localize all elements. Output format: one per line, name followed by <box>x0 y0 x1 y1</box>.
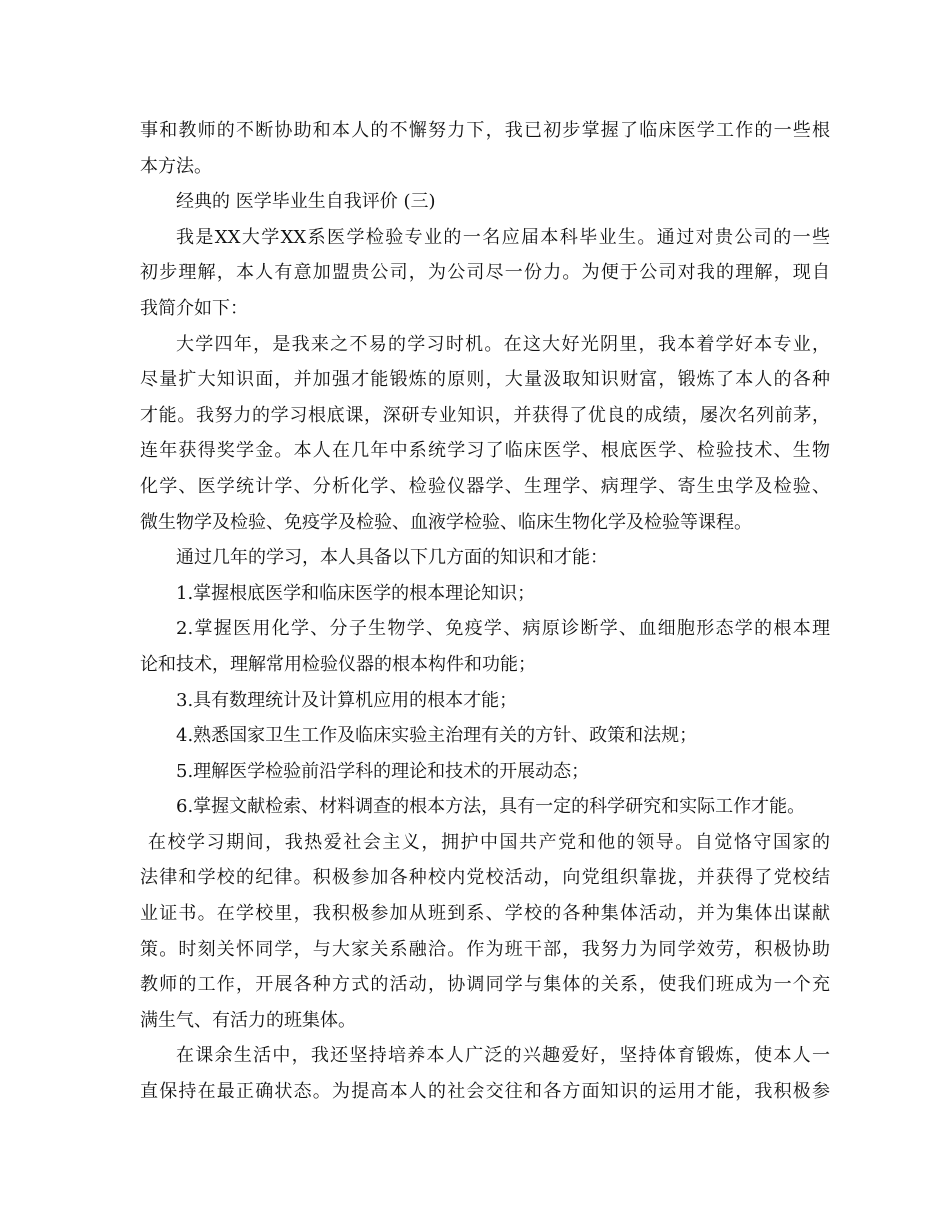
text-line: 直保持在最正确状态。为提高本人的社会交往和各方面知识的运用才能，我积极参 <box>140 1081 830 1103</box>
text-line: 本方法。 <box>140 155 212 177</box>
text-line: 我简介如下： <box>140 297 248 319</box>
document-body <box>140 113 830 1110</box>
list-item: 5.理解医学检验前沿学科的理论和技术的开展动态； <box>176 760 590 782</box>
list-item: 2.掌握医用化学、分子生物学、免疫学、病原诊断学、血细胞形态学的根本理 <box>176 618 830 640</box>
text-line: 通过几年的学习，本人具备以下几方面的知识和才能： <box>176 547 608 569</box>
text-line: 大学四年，是我来之不易的学习时机。在这大好光阴里，我本着学好本专业， <box>176 333 830 355</box>
list-item: 3.具有数理统计及计算机应用的根本才能； <box>176 689 518 711</box>
text-line: 化学、医学统计学、分析化学、检验仪器学、生理学、病理学、寄生虫学及检验、 <box>140 475 830 497</box>
text-line: 策。时刻关怀同学，与大家关系融洽。作为班干部，我努力为同学效劳，积极协助 <box>140 938 830 960</box>
text-line: 教师的工作，开展各种方式的活动，协调同学与集体的关系，使我们班成为一个充 <box>140 974 830 996</box>
text-line: 在课余生活中，我还坚持培养本人广泛的兴趣爱好，坚持体育锻炼，使本人一 <box>176 1045 830 1067</box>
text-line: 才能。我努力的学习根底课，深研专业知识，并获得了优良的成绩，屡次名列前茅， <box>140 404 830 426</box>
text-line: 论和技术，理解常用检验仪器的根本构件和功能； <box>140 653 536 675</box>
text-line: 我是XX大学XX系医学检验专业的一名应届本科毕业生。通过对贵公司的一些 <box>176 226 830 248</box>
text-line: 事和教师的不断协助和本人的不懈努力下，我已初步掌握了临床医学工作的一些根 <box>140 120 830 141</box>
text-line: 业证书。在学校里，我积极参加从班到系、学校的各种集体活动，并为集体出谋献 <box>140 903 830 925</box>
section-heading: 经典的 医学毕业生自我评价 (三) <box>176 191 436 213</box>
text-line: 初步理解，本人有意加盟贵公司，为公司尽一份力。为便于公司对我的理解，现自 <box>140 262 830 284</box>
text-line: 连年获得奖学金。本人在几年中系统学习了临床医学、根底医学、检验技术、生物 <box>140 440 830 462</box>
list-item: 4.熟悉国家卫生工作及临床实验主治理有关的方针、政策和法规； <box>176 725 698 747</box>
text-line: 微生物学及检验、免疫学及检验、血液学检验、临床生物化学及检验等课程。 <box>140 511 752 533</box>
text-line: 在校学习期间，我热爱社会主义，拥护中国共产党和他的领导。自觉恪守国家的 <box>148 831 830 853</box>
text-line: 法律和学校的纪律。积极参加各种校内党校活动，向党组织靠拢，并获得了党校结 <box>140 867 830 889</box>
list-item: 6.掌握文献检索、材料调查的根本方法，具有一定的科学研究和实际工作才能。 <box>176 796 806 818</box>
list-item: 1.掌握根底医学和临床医学的根本理论知识； <box>176 582 536 604</box>
text-line: 尽量扩大知识面，并加强才能锻炼的原则，大量汲取知识财富，锻炼了本人的各种 <box>140 369 830 391</box>
text-line: 满生气、有活力的班集体。 <box>140 1009 356 1031</box>
